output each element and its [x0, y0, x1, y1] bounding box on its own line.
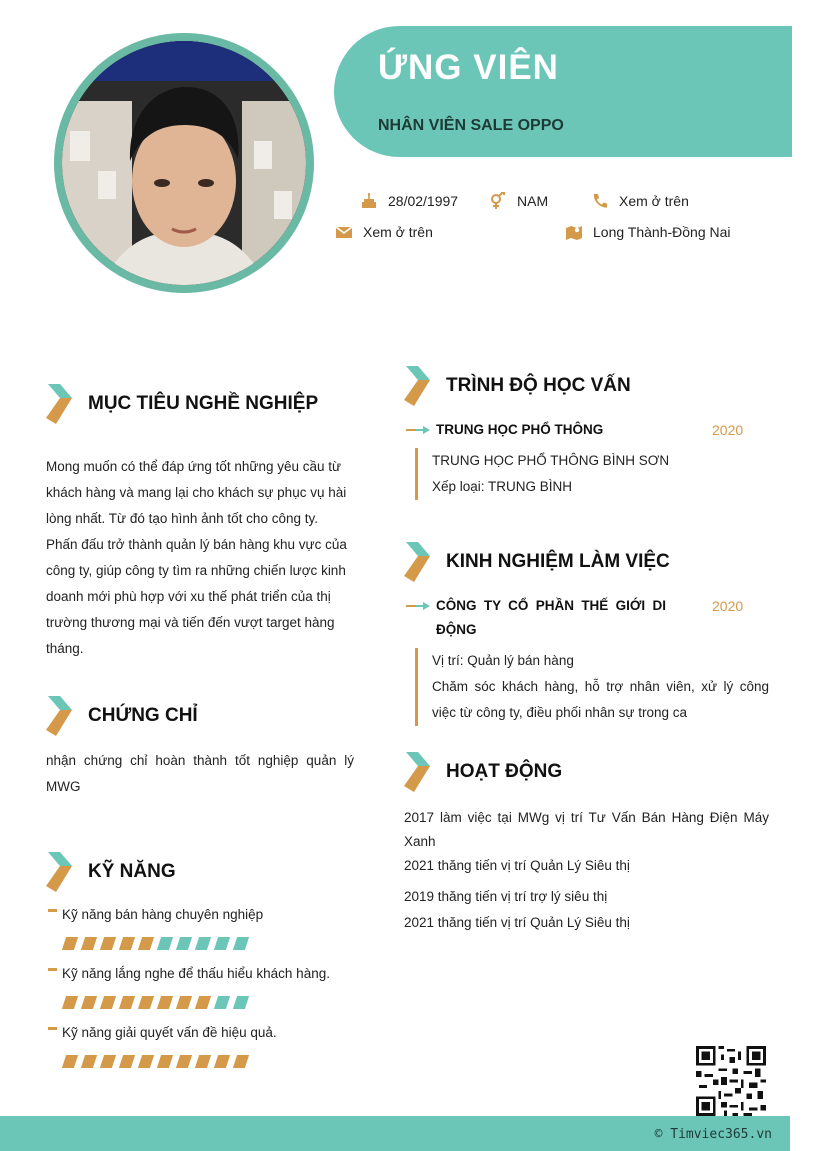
skill-segment — [157, 1055, 173, 1068]
arrow-icon — [406, 601, 430, 611]
phone-info — [591, 192, 689, 210]
address-value: Long Thành-Đồng Nai — [593, 224, 731, 240]
skill-segment — [62, 1055, 78, 1068]
education-details — [415, 448, 769, 500]
education-school-name: TRUNG HỌC PHỔ THÔNG BÌNH SƠN — [432, 453, 670, 468]
map-marker-icon — [565, 223, 583, 241]
footer-bar — [0, 1116, 790, 1151]
skill-segment — [233, 1055, 249, 1068]
phone-value: Xem ở trên — [619, 193, 689, 209]
activity-item: 2019 thăng tiến vị trí trợ lý siêu thị — [404, 889, 608, 904]
section-title: KỸ NĂNG — [88, 861, 176, 882]
chevron-icon — [46, 852, 74, 892]
section-title: TRÌNH ĐỘ HỌC VẤN — [446, 375, 631, 396]
skill-segment — [214, 996, 230, 1009]
skill-segment — [195, 937, 211, 950]
skill-bar — [64, 996, 247, 1009]
skill-segment — [176, 937, 192, 950]
qr-code-icon — [696, 1046, 766, 1116]
skill-segment — [100, 937, 116, 950]
skill-segment — [119, 937, 135, 950]
qr-code[interactable] — [693, 1043, 769, 1119]
experience-heading — [404, 542, 670, 582]
avatar-photo — [62, 41, 306, 285]
experience-details — [415, 648, 769, 726]
education-grade: Xếp loại: TRUNG BÌNH — [432, 479, 573, 494]
education-heading — [404, 366, 631, 406]
bullet-dash — [48, 968, 57, 971]
phone-icon — [591, 192, 609, 210]
experience-item-head — [406, 594, 666, 642]
skill-label: Kỹ năng bán hàng chuyên nghiệp — [48, 907, 263, 922]
experience-description: Chăm sóc khách hàng, hỗ trợ nhân viên, xử lý công việc từ công ty, điều phối nhân sự trong ca — [432, 679, 769, 720]
bullet-dash — [48, 1027, 57, 1030]
skill-segment — [214, 937, 230, 950]
birthday-value: 28/02/1997 — [388, 193, 459, 209]
skill-segment — [81, 937, 97, 950]
skill-segment — [176, 996, 192, 1009]
section-title: CHỨNG CHỈ — [88, 705, 198, 726]
section-title: HOẠT ĐỘNG — [446, 761, 563, 782]
education-school-type: TRUNG HỌC PHỔ THÔNG — [436, 422, 604, 437]
skill-segment — [138, 996, 154, 1009]
skill-segment — [214, 1055, 230, 1068]
gender-info — [489, 192, 548, 210]
skill-segment — [233, 937, 249, 950]
skills-heading — [46, 852, 176, 892]
activity-item: 2017 làm việc tại MWg vị trí Tư Vấn Bán Hàng Điện Máy Xanh — [404, 810, 769, 849]
experience-company: CÔNG TY CỔ PHẦN THẾ GIỚI DI ĐỘNG — [436, 598, 666, 637]
education-year: 2020 — [712, 422, 744, 438]
chevron-icon — [46, 696, 74, 736]
avatar-frame — [54, 33, 314, 293]
section-title: KINH NGHIỆM LÀM VIỆC — [446, 551, 670, 572]
email-info — [335, 223, 433, 241]
candidate-name: ỨNG VIÊN — [378, 48, 559, 87]
arrow-icon — [406, 425, 430, 435]
email-value: Xem ở trên — [363, 224, 433, 240]
skill-segment — [100, 996, 116, 1009]
activity-item: 2021 thăng tiến vị trí Quản Lý Siêu thị — [404, 858, 630, 873]
chevron-icon — [404, 366, 432, 406]
bullet-dash — [48, 909, 57, 912]
certificates-heading — [46, 696, 198, 736]
footer-copyright: © Timviec365.vn — [654, 1127, 772, 1142]
chevron-icon — [46, 384, 74, 424]
skill-segment — [176, 1055, 192, 1068]
gender-value: NAM — [517, 193, 549, 209]
section-title: MỤC TIÊU NGHỀ NGHIỆP — [88, 393, 319, 414]
experience-year: 2020 — [712, 598, 744, 614]
skill-segment — [62, 996, 78, 1009]
certificate-text: nhận chứng chỉ hoàn thành tốt nghiệp quản lý MWG — [46, 753, 354, 794]
education-item-head — [406, 418, 696, 442]
skill-segment — [119, 996, 135, 1009]
chevron-icon — [404, 542, 432, 582]
address-info — [565, 223, 731, 241]
skill-label: Kỹ năng lắng nghe để thấu hiểu khách hàng. — [48, 966, 330, 981]
activity-item: 2021 thăng tiến vị trí Quản Lý Siêu thị — [404, 915, 630, 930]
skill-segment — [138, 1055, 154, 1068]
career-goal-text: Mong muốn có thể đáp ứng tốt những yêu cầu từ khách hàng và mang lại cho khách sự phục vụ hài lòng nhất. Từ đó tạo hình ảnh tốt cho công ty. Phấn đấu trở thành quản lý bán hàng khu vực của công ty, giúp công ty tìm ra những chiến lược kinh doanh mới phù hợp với xu thế phát triển của thị trường thương mại và tiến đến vượt target hàng tháng. — [46, 459, 347, 656]
chevron-icon — [404, 752, 432, 792]
skill-segment — [81, 1055, 97, 1068]
skill-segment — [81, 996, 97, 1009]
experience-role: Vị trí: Quản lý bán hàng — [432, 653, 574, 668]
skill-segment — [195, 1055, 211, 1068]
activities-heading — [404, 752, 562, 792]
header-banner — [334, 26, 792, 157]
skill-segment — [100, 1055, 116, 1068]
skill-segment — [195, 996, 211, 1009]
skill-segment — [138, 937, 154, 950]
skill-bar — [64, 937, 247, 950]
envelope-icon — [335, 223, 353, 241]
skill-segment — [119, 1055, 135, 1068]
cake-icon — [360, 192, 378, 210]
birthday-info — [360, 192, 458, 210]
career-goal-heading — [46, 384, 318, 424]
skill-segment — [157, 937, 173, 950]
skill-segment — [62, 937, 78, 950]
skill-label: Kỹ năng giải quyết vấn đề hiệu quả. — [48, 1025, 277, 1040]
skill-segment — [233, 996, 249, 1009]
avatar — [62, 41, 306, 285]
gender-icon — [489, 192, 507, 210]
skill-segment — [157, 996, 173, 1009]
skill-bar — [64, 1055, 247, 1068]
candidate-position: NHÂN VIÊN SALE OPPO — [378, 117, 564, 134]
